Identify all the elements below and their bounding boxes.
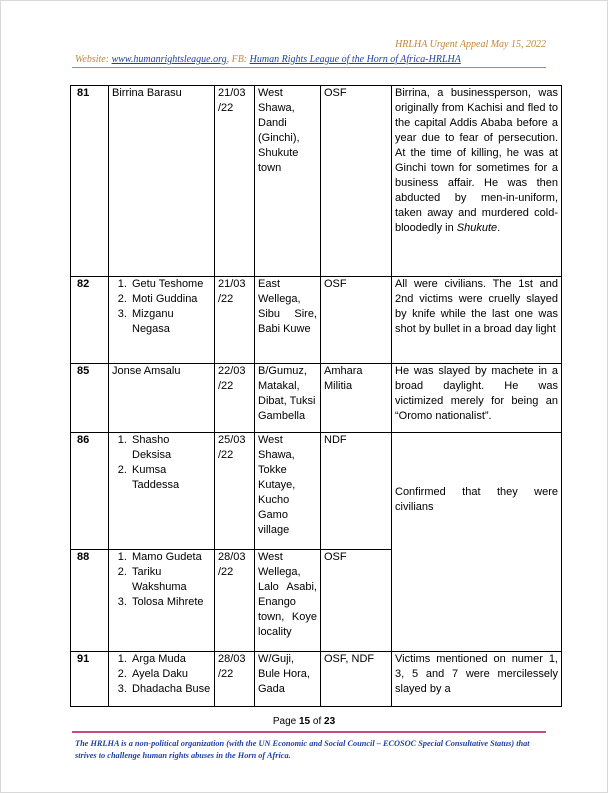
- date-cell: [215, 277, 255, 364]
- date-cell: [215, 86, 255, 277]
- location-line: Shawa,: [258, 102, 295, 114]
- date-year: /22: [218, 449, 234, 461]
- date-cell: [215, 433, 255, 550]
- date-year: /22: [218, 102, 234, 114]
- victim-name: 1. Getu Teshome: [130, 277, 211, 292]
- page-label: Page: [272, 716, 299, 727]
- victim-names: [109, 433, 215, 550]
- website-link[interactable]: www.humanrightsleague.org: [111, 54, 227, 65]
- perpetrator-cell: OSF: [321, 277, 392, 364]
- victims-table: [70, 85, 562, 707]
- case-number: 86: [71, 433, 109, 550]
- location-cell: [255, 86, 321, 277]
- location-line: Shawa,: [258, 449, 295, 461]
- case-number: 88: [71, 550, 109, 652]
- case-number: 85: [71, 364, 109, 433]
- location-cell: W/Guji, Bule Hora, Gada: [255, 652, 321, 707]
- location-cell: West Wellega, Lalo Asabi, Enango town, Koye locality: [255, 550, 321, 652]
- victim-name: 2. Ayela Daku: [130, 667, 211, 682]
- description-place: Shukute: [456, 222, 498, 234]
- victim-name: 1. Shasho Deksisa: [130, 433, 211, 463]
- table-row: [71, 364, 562, 433]
- location-line: town: [258, 162, 282, 174]
- table-row: [71, 652, 562, 707]
- perpetrator-cell: OSF: [321, 550, 392, 652]
- fb-label: , FB:: [226, 54, 250, 65]
- description-cell: All were civilians. The 1st and 2nd victims were cruelly slayed by knife while the last one was shot by bullet in a broad day light: [392, 277, 562, 364]
- case-number: 82: [71, 277, 109, 364]
- location-line: Tokke: [258, 464, 287, 476]
- date-day: 21/03: [218, 87, 246, 99]
- date-cell: [215, 364, 255, 433]
- date-day: 25/03: [218, 434, 246, 446]
- victim-name: Birrina Barasu: [112, 87, 182, 99]
- perpetrator-cell: OSF, NDF: [321, 652, 392, 707]
- description-text: Birrina, a businessperson, was originally from Kachisi and fled to the capital Addis Ababa before a year due to fear of persecution. At the time of killing, he was at Ginchi town for sometimes for a business affair. He was then abducted by men-in-uniform, taken away and murdered cold-bloodedly in: [395, 87, 558, 234]
- website-label: Website:: [75, 54, 112, 65]
- location-line: village: [258, 524, 290, 536]
- victim-names: [109, 652, 215, 707]
- date-day: 28/03: [218, 551, 246, 563]
- description-cell: [392, 86, 562, 277]
- date-year: /22: [218, 566, 234, 578]
- victim-names: [109, 86, 215, 277]
- victim-name: 3. Tolosa Mihrete: [130, 595, 211, 610]
- description-end: .: [497, 222, 501, 234]
- description-text: Confirmed that they were civilians: [395, 485, 558, 513]
- description-cell: Victims mentioned on numer 1, 3, 5 and 7 were mercilessely slayed by a: [392, 652, 562, 707]
- date-cell: [215, 550, 255, 652]
- victim-name: 2. Tariku Wakshuma: [130, 565, 211, 595]
- page-total: 23: [324, 716, 336, 727]
- perpetrator-cell: NDF: [321, 433, 392, 550]
- date-year: /22: [218, 380, 234, 392]
- date-cell: [215, 652, 255, 707]
- case-number: 91: [71, 652, 109, 707]
- victim-name: Jonse Amsalu: [112, 365, 181, 377]
- table-row: [71, 433, 562, 550]
- perpetrator-cell: Amhara Militia: [321, 364, 392, 433]
- description-cell: He was slayed by machete in a broad daylight. He was victimized merely for being an “Oromo nationalist”.: [392, 364, 562, 433]
- description-cell: [392, 433, 562, 652]
- location-line: Shukute: [258, 147, 299, 159]
- location-line: West: [258, 434, 283, 446]
- footer-statement: The HRLHA is a non-political organization (with the UN Economic and Social Council – ECOSOC Special Consultative Status) that strives to challenge human rights abuses in the Horn of Africa.: [75, 739, 530, 760]
- victim-name: 1. Mamo Gudeta: [130, 550, 211, 565]
- location-line: Dandi: [258, 117, 287, 129]
- website-header: [75, 54, 461, 65]
- date-year: /22: [218, 293, 234, 305]
- victim-names: [109, 550, 215, 652]
- footer-rule: [72, 731, 546, 733]
- table-row: [71, 86, 562, 277]
- date-year: /22: [218, 668, 234, 680]
- location-line: Kutaye,: [258, 479, 296, 491]
- appeal-header: HRLHA Urgent Appeal May 15, 2022: [395, 39, 546, 50]
- location-line: Gamo: [258, 509, 288, 521]
- facebook-link[interactable]: Human Rights League of the Horn of Africa-HRLHA: [249, 54, 461, 65]
- victim-names: [109, 277, 215, 364]
- victim-name: 3. Mizganu Negasa: [130, 307, 211, 337]
- location-cell: B/Gumuz, Matakal, Dibat, Tuksi Gambella: [255, 364, 321, 433]
- date-day: 28/03: [218, 653, 246, 665]
- location-cell: [255, 433, 321, 550]
- victim-name: 3. Dhadacha Buse: [130, 682, 211, 697]
- date-day: 22/03: [218, 365, 246, 377]
- victim-name: 1. Arga Muda: [130, 652, 211, 667]
- victim-name: 2. Moti Guddina: [130, 292, 211, 307]
- table-row: [71, 277, 562, 364]
- location-line: Kucho: [258, 494, 290, 506]
- page-of: of: [310, 716, 325, 727]
- header-rule: [72, 67, 546, 68]
- date-day: 21/03: [218, 278, 246, 290]
- location-line: (Ginchi),: [258, 132, 300, 144]
- location-cell: East Wellega, Sibu Sire, Babi Kuwe: [255, 277, 321, 364]
- perpetrator-cell: OSF: [321, 86, 392, 277]
- location-line: West: [258, 87, 283, 99]
- page-current: 15: [298, 716, 311, 727]
- page-number: [0, 716, 608, 727]
- case-number: 81: [71, 86, 109, 277]
- victim-name: 2. Kumsa Taddessa: [130, 463, 211, 493]
- victim-names: [109, 364, 215, 433]
